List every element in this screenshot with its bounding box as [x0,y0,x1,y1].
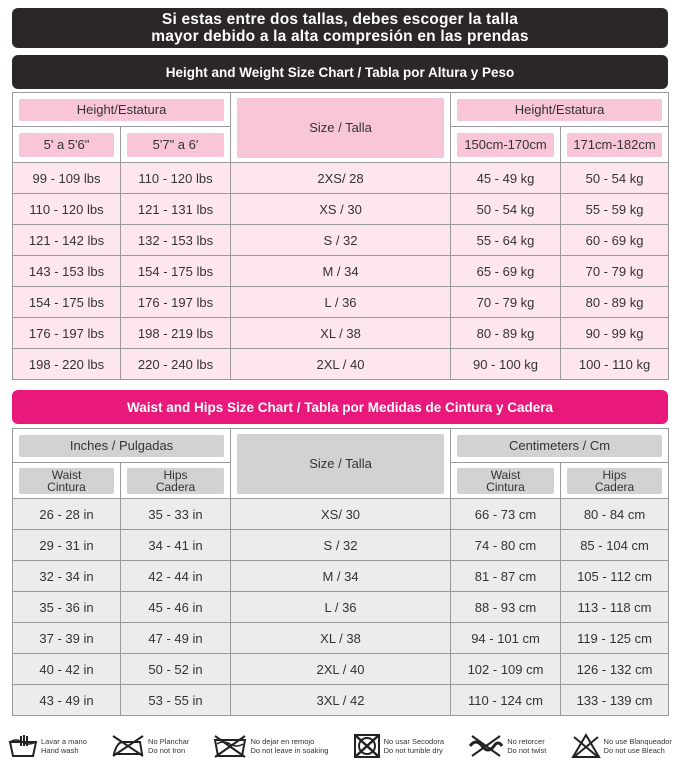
measure-cell: 40 - 42 in [13,654,121,685]
waist-cm-header: Waist Cintura [457,468,554,494]
measure-cell: 35 - 36 in [13,592,121,623]
measure-cell: 34 - 41 in [121,530,231,561]
measure-cell: 29 - 31 in [13,530,121,561]
size-cell: 2XS/ 28 [231,163,451,194]
waist-inches-header: Waist Cintura [19,468,114,494]
hips-cm-header: Hips Cadera [567,468,662,494]
no-twist-icon [468,734,504,758]
no-bleach-icon [571,733,601,759]
table-row [13,685,669,716]
care-item: No usar Secodora Do not tumble dry [353,733,444,759]
right-sub-header: 150cm-170cm [457,133,554,157]
measure-cell: 110 - 124 cm [451,685,561,716]
size-cell: S / 32 [231,530,451,561]
measure-cell: 100 - 110 kg [561,349,669,380]
no-iron-icon [111,734,145,758]
measure-cell: 143 - 153 lbs [13,256,121,287]
hips-inches-header: Hips Cadera [127,468,224,494]
hand-wash-icon [8,734,38,758]
measure-cell: 32 - 34 in [13,561,121,592]
measure-cell: 45 - 46 in [121,592,231,623]
size-cell: L / 36 [231,287,451,318]
size-cell: XL / 38 [231,623,451,654]
measure-cell: 132 - 153 lbs [121,225,231,256]
table-row [13,225,669,256]
care-item: Lavar a mano Hand wash [8,734,87,758]
measure-cell: 45 - 49 kg [451,163,561,194]
measure-cell: 74 - 80 cm [451,530,561,561]
measure-cell: 110 - 120 lbs [121,163,231,194]
size-header: Size / Talla [237,434,444,494]
measure-cell: 37 - 39 in [13,623,121,654]
table-row [13,287,669,318]
measure-cell: 105 - 112 cm [561,561,669,592]
measure-cell: 70 - 79 kg [561,256,669,287]
table-row [13,592,669,623]
height-weight-title: Height and Weight Size Chart / Tabla por Altura y Peso [12,55,668,89]
measure-cell: 80 - 89 kg [561,287,669,318]
right-sub-header: 171cm-182cm [567,133,662,157]
measure-cell: 110 - 120 lbs [13,194,121,225]
banner-line-2: mayor debido a la alta compresión en las prendas [151,28,529,45]
measure-cell: 198 - 220 lbs [13,349,121,380]
measure-cell: 154 - 175 lbs [121,256,231,287]
measure-cell: 55 - 64 kg [451,225,561,256]
table-row [13,654,669,685]
measure-cell: 90 - 100 kg [451,349,561,380]
measure-cell: 99 - 109 lbs [13,163,121,194]
measure-cell: 85 - 104 cm [561,530,669,561]
size-cell: S / 32 [231,225,451,256]
table-row [13,318,669,349]
measure-cell: 43 - 49 in [13,685,121,716]
measure-cell: 176 - 197 lbs [121,287,231,318]
measure-cell: 176 - 197 lbs [13,318,121,349]
measure-cell: 26 - 28 in [13,499,121,530]
table-row [13,194,669,225]
measure-cell: 50 - 54 kg [451,194,561,225]
size-cell: 3XL / 42 [231,685,451,716]
care-instructions [8,726,672,766]
banner-line-1: Si estas entre dos tallas, debes escoger la talla [161,11,519,28]
measure-cell: 50 - 52 in [121,654,231,685]
measure-cell: 126 - 132 cm [561,654,669,685]
left-sub-header: 5'7" a 6' [127,133,224,157]
size-header: Size / Talla [237,98,444,158]
size-cell: XL / 38 [231,318,451,349]
table-row [13,256,669,287]
size-cell: M / 34 [231,256,451,287]
waist-hips-table [12,428,669,716]
size-cell: 2XL / 40 [231,654,451,685]
height-weight-table [12,92,669,380]
no-tumble-dry-icon [353,733,381,759]
no-soak-icon [213,734,247,758]
measure-cell: 198 - 219 lbs [121,318,231,349]
measure-cell: 65 - 69 kg [451,256,561,287]
table-row [13,163,669,194]
waist-hips-title: Waist and Hips Size Chart / Tabla por Medidas de Cintura y Cadera [12,390,668,424]
measure-cell: 88 - 93 cm [451,592,561,623]
measure-cell: 154 - 175 lbs [13,287,121,318]
size-advice-banner [12,8,668,48]
size-cell: L / 36 [231,592,451,623]
table-row [13,561,669,592]
measure-cell: 81 - 87 cm [451,561,561,592]
size-cell: 2XL / 40 [231,349,451,380]
measure-cell: 47 - 49 in [121,623,231,654]
measure-cell: 53 - 55 in [121,685,231,716]
care-item: No use Blanqueador Do not use Bleach [571,733,672,759]
care-item: No retorcer Do not twist [468,734,546,758]
measure-cell: 35 - 33 in [121,499,231,530]
measure-cell: 50 - 54 kg [561,163,669,194]
table-row [13,623,669,654]
measure-cell: 113 - 118 cm [561,592,669,623]
measure-cell: 66 - 73 cm [451,499,561,530]
measure-cell: 70 - 79 kg [451,287,561,318]
size-cell: XS / 30 [231,194,451,225]
measure-cell: 121 - 131 lbs [121,194,231,225]
size-cell: XS/ 30 [231,499,451,530]
left-height-group: Height/Estatura [19,99,224,121]
measure-cell: 80 - 84 cm [561,499,669,530]
care-item: No Planchar Do not Iron [111,734,189,758]
care-item: No dejar en remojo Do not leave in soaking [213,734,328,758]
measure-cell: 94 - 101 cm [451,623,561,654]
size-cell: M / 34 [231,561,451,592]
right-height-group: Height/Estatura [457,99,662,121]
measure-cell: 55 - 59 kg [561,194,669,225]
measure-cell: 60 - 69 kg [561,225,669,256]
measure-cell: 220 - 240 lbs [121,349,231,380]
table-row [13,349,669,380]
centimeters-group: Centimeters / Cm [457,435,662,457]
measure-cell: 90 - 99 kg [561,318,669,349]
inches-group: Inches / Pulgadas [19,435,224,457]
measure-cell: 80 - 89 kg [451,318,561,349]
measure-cell: 119 - 125 cm [561,623,669,654]
left-sub-header: 5' a 5'6" [19,133,114,157]
table-row [13,530,669,561]
measure-cell: 121 - 142 lbs [13,225,121,256]
measure-cell: 133 - 139 cm [561,685,669,716]
measure-cell: 102 - 109 cm [451,654,561,685]
measure-cell: 42 - 44 in [121,561,231,592]
table-row [13,499,669,530]
